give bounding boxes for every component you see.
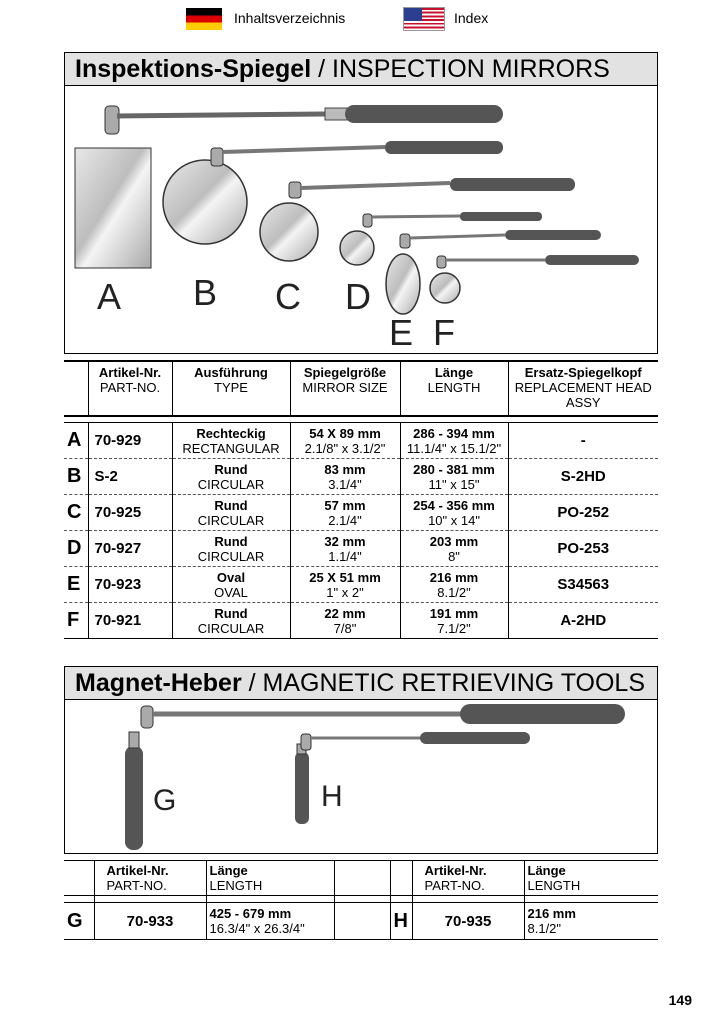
header-letter-cell — [390, 861, 412, 896]
header-letter-cell — [64, 361, 88, 416]
header-type: Ausführung TYPE — [172, 361, 290, 416]
replacement-cell: S34563 — [508, 567, 658, 603]
table-row — [64, 459, 658, 495]
length-cell: 203 mm 8" — [400, 531, 508, 567]
table-row — [64, 423, 658, 459]
figure-letter-f: F — [433, 312, 455, 353]
figure-letter-b: B — [193, 272, 218, 313]
row-letter: E — [64, 567, 88, 603]
spacer-cell — [334, 903, 390, 940]
replacement-cell: PO-252 — [508, 495, 658, 531]
header-part-no: Artikel-Nr. PART-NO. — [94, 861, 206, 896]
part-number: 70-927 — [88, 531, 172, 567]
row-letter: D — [64, 531, 88, 567]
table-row — [64, 495, 658, 531]
size-cell: 22 mm 7/8" — [290, 603, 400, 639]
length-cell: 254 - 356 mm 10" x 14" — [400, 495, 508, 531]
magnetic-tools-title: Magnet-Heber / MAGNETIC RETRIEVING TOOLS — [64, 666, 658, 700]
row-letter: C — [64, 495, 88, 531]
header-replacement-head: Ersatz-Spiegelkopf REPLACEMENT HEAD ASSY — [508, 361, 658, 416]
row-letter: F — [64, 603, 88, 639]
replacement-cell: - — [508, 423, 658, 459]
length-cell: 216 mm 8.1/2" — [400, 567, 508, 603]
part-number: 70-935 — [412, 903, 524, 940]
magnetic-tools-figure — [64, 700, 658, 854]
row-letter: B — [64, 459, 88, 495]
replacement-cell: S-2HD — [508, 459, 658, 495]
figure-letter-d: D — [345, 276, 371, 317]
german-flag-icon[interactable] — [186, 8, 222, 30]
figure-letter-c: C — [275, 276, 301, 317]
part-number: 70-923 — [88, 567, 172, 603]
magnetic-tools-table — [64, 860, 658, 940]
header-part-no: Artikel-Nr. PART-NO. — [412, 861, 524, 896]
type-cell: Rund CIRCULAR — [172, 459, 290, 495]
row-letter: H — [390, 903, 412, 940]
inspection-mirrors-figure — [64, 86, 658, 354]
header-length: Länge LENGTH — [524, 861, 658, 896]
header-part-no: Artikel-Nr. PART-NO. — [88, 361, 172, 416]
type-cell: Rund CIRCULAR — [172, 603, 290, 639]
row-letter: A — [64, 423, 88, 459]
inspection-mirrors-table — [64, 360, 658, 639]
figure-letter-e: E — [389, 312, 414, 353]
magnetic-tools-illustration — [65, 700, 657, 852]
magnet-g-icon — [125, 704, 625, 850]
header-length: Länge LENGTH — [206, 861, 334, 896]
table-header-row — [64, 361, 658, 416]
row-letter: G — [64, 903, 94, 940]
size-cell: 54 X 89 mm 2.1/8" x 3.1/2" — [290, 423, 400, 459]
header-mirror-size: Spiegelgröße MIRROR SIZE — [290, 361, 400, 416]
length-cell: 191 mm 7.1/2" — [400, 603, 508, 639]
table-of-contents-link[interactable]: Inhaltsverzeichnis — [234, 10, 346, 26]
replacement-cell: A-2HD — [508, 603, 658, 639]
size-cell: 57 mm 2.1/4" — [290, 495, 400, 531]
mirror-e-icon — [386, 230, 601, 314]
size-cell: 32 mm 1.1/4" — [290, 531, 400, 567]
header-letter-cell — [64, 861, 94, 896]
us-flag-icon[interactable] — [403, 7, 445, 31]
length-cell: 286 - 394 mm 11.1/4" x 15.1/2" — [400, 423, 508, 459]
size-cell: 83 mm 3.1/4" — [290, 459, 400, 495]
length-cell: 216 mm 8.1/2" — [524, 903, 658, 940]
part-number: 70-921 — [88, 603, 172, 639]
length-cell: 425 - 679 mm 16.3/4" x 26.3/4" — [206, 903, 334, 940]
figure-letter-g: G — [153, 784, 177, 817]
index-link[interactable]: Index — [454, 10, 489, 26]
page-number: 149 — [668, 992, 692, 1008]
table-header-row — [64, 861, 658, 896]
type-cell: Rund CIRCULAR — [172, 531, 290, 567]
length-cell: 280 - 381 mm 11" x 15" — [400, 459, 508, 495]
type-cell: Rechteckig RECTANGULAR — [172, 423, 290, 459]
part-number: S-2 — [88, 459, 172, 495]
table-row — [64, 903, 658, 940]
header-length: Länge LENGTH — [400, 361, 508, 416]
header-spacer — [334, 861, 390, 896]
part-number: 70-929 — [88, 423, 172, 459]
table-row — [64, 531, 658, 567]
mirror-f-icon — [430, 255, 639, 303]
mirror-b-icon — [163, 141, 503, 244]
table-row — [64, 603, 658, 639]
type-cell: Rund CIRCULAR — [172, 495, 290, 531]
replacement-cell: PO-253 — [508, 531, 658, 567]
inspection-mirrors-title: Inspektions-Spiegel / INSPECTION MIRRORS — [64, 52, 658, 86]
table-row — [64, 567, 658, 603]
type-cell: Oval OVAL — [172, 567, 290, 603]
figure-letter-h: H — [321, 780, 343, 813]
figure-letter-a: A — [97, 276, 122, 317]
size-cell: 25 X 51 mm 1" x 2" — [290, 567, 400, 603]
part-number: 70-933 — [94, 903, 206, 940]
part-number: 70-925 — [88, 495, 172, 531]
